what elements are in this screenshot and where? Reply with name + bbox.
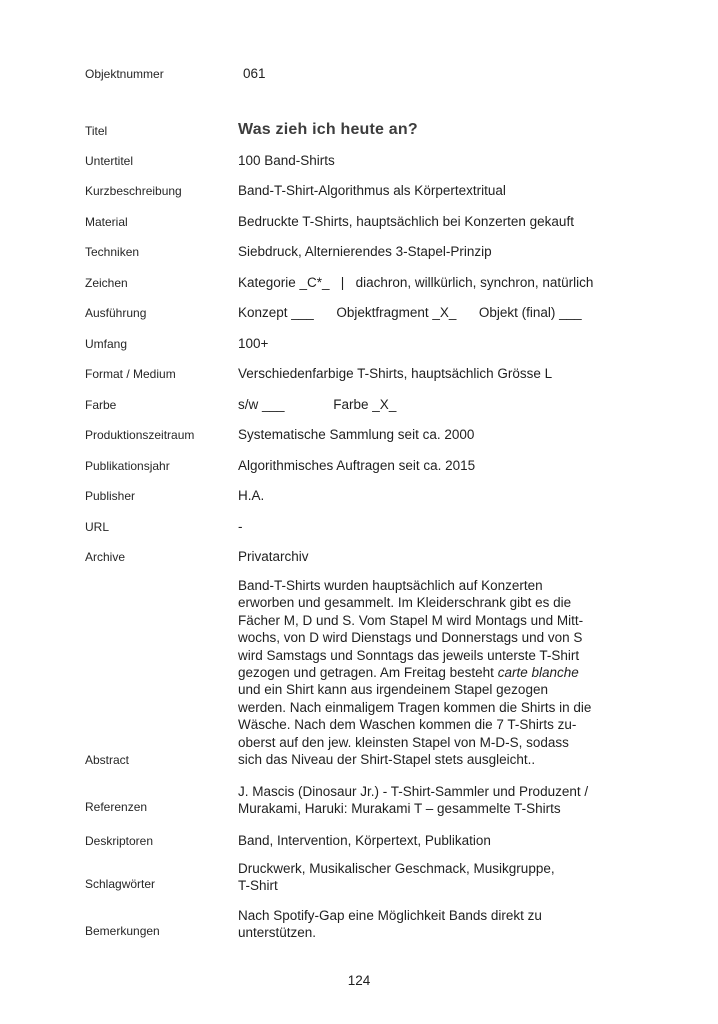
field-label-deskriptoren: Deskriptoren	[85, 834, 154, 848]
bemerkungen-line: Nach Spotify-Gap eine Möglichkeit Bands direkt zu	[238, 908, 542, 923]
schlagwoerter-line: T-Shirt	[238, 878, 278, 894]
field-value-url: -	[238, 519, 243, 534]
field-value-publisher: H.A.	[238, 488, 265, 503]
field-label-objektnummer: Objektnummer	[85, 67, 164, 81]
field-value-referenzen	[238, 783, 588, 818]
field-label-url: URL	[85, 520, 110, 534]
field-value-publikationsjahr: Algorithmisches Auftragen seit ca. 2015	[238, 458, 476, 473]
field-label-titel: Titel	[85, 124, 108, 138]
field-value-zeichen: Kategorie _C*_ | diachron, willkürlich, synchron, natürlich	[238, 275, 594, 290]
abstract-line: und ein Shirt kann aus irgendeinem Stapel gezogen	[238, 682, 548, 698]
abstract-line: sich das Niveau der Shirt-Stapel stets ausgleicht..	[238, 752, 536, 768]
abstract-line: wochs, von D wird Dienstags und Donnerstags und von S	[238, 630, 583, 646]
abstract-line: Wäsche. Nach dem Waschen kommen die 7 T-Shirts zu-	[238, 717, 577, 733]
field-value-archive: Privatarchiv	[238, 549, 309, 564]
abstract-line: Band-T-Shirts wurden hauptsächlich auf Konzerten	[238, 578, 543, 593]
abstract-line-text: gezogen und getragen. Am Freitag besteht	[238, 665, 498, 681]
field-label-untertitel: Untertitel	[85, 154, 134, 168]
abstract-line: oberst auf den jew. kleinsten Stapel von M-D-S, sodass	[238, 734, 569, 750]
abstract-line: werden. Nach einmaligem Tragen kommen die Shirts in die	[238, 699, 592, 715]
field-label-ausfuehrung: Ausführung	[85, 306, 147, 320]
abstract-line: wird Samstags und Sonntags das jeweils unterste T-Shirt	[238, 647, 580, 663]
abstract-line	[238, 664, 591, 681]
field-value-farbe: s/w ___ Farbe _X_	[238, 397, 397, 412]
field-value-kurzbeschreibung: Band-T-Shirt-Algorithmus als Körpertextritual	[238, 183, 506, 198]
referenzen-line: Murakami, Haruki: Murakami T – gesammelte T-Shirts	[238, 801, 561, 817]
field-label-abstract: Abstract	[85, 753, 130, 767]
field-label-archive: Archive	[85, 550, 126, 564]
field-value-techniken: Siebdruck, Alternierendes 3-Stapel-Prinzip	[238, 244, 492, 259]
field-value-abstract	[238, 577, 591, 768]
page-number: 124	[347, 973, 371, 988]
field-label-referenzen: Referenzen	[85, 800, 148, 814]
field-label-techniken: Techniken	[85, 245, 140, 259]
field-value-untertitel: 100 Band-Shirts	[238, 153, 335, 168]
abstract-line: Fächer M, D und S. Vom Stapel M wird Montags und Mitt-	[238, 612, 584, 628]
field-label-publikationsjahr: Publikationsjahr	[85, 459, 170, 473]
field-label-publisher: Publisher	[85, 489, 136, 503]
field-value-objektnummer: 061	[243, 66, 266, 81]
field-value-bemerkungen	[238, 907, 542, 942]
schlagwoerter-line: Druckwerk, Musikalischer Geschmack, Musikgruppe,	[238, 861, 555, 876]
abstract-line: erworben und gesammelt. Im Kleiderschrank gibt es die	[238, 595, 572, 611]
field-value-format-medium: Verschiedenfarbige T-Shirts, hauptsächlich Grösse L	[238, 366, 553, 381]
field-value-titel: Was zieh ich heute an?	[238, 121, 418, 138]
abstract-italic-phrase: carte blanche	[497, 665, 579, 681]
field-label-kurzbeschreibung: Kurzbeschreibung	[85, 184, 182, 198]
field-label-material: Material	[85, 215, 128, 229]
field-value-material: Bedruckte T-Shirts, hauptsächlich bei Konzerten gekauft	[238, 214, 574, 229]
field-value-schlagwoerter	[238, 860, 555, 895]
field-label-produktionszeitraum: Produktionszeitraum	[85, 428, 195, 442]
field-value-deskriptoren: Band, Intervention, Körpertext, Publikation	[238, 833, 491, 848]
field-label-schlagwoerter: Schlagwörter	[85, 877, 156, 891]
bemerkungen-line: unterstützen.	[238, 925, 317, 941]
field-value-ausfuehrung: Konzept ___ Objektfragment _X_ Objekt (final) ___	[238, 305, 582, 320]
referenzen-line: J. Mascis (Dinosaur Jr.) - T-Shirt-Sammler und Produzent /	[238, 784, 589, 799]
field-label-zeichen: Zeichen	[85, 276, 128, 290]
field-label-bemerkungen: Bemerkungen	[85, 924, 160, 938]
field-label-umfang: Umfang	[85, 337, 128, 351]
field-label-format-medium: Format / Medium	[85, 367, 176, 381]
field-value-umfang: 100+	[238, 336, 269, 351]
field-label-farbe: Farbe	[85, 398, 117, 412]
field-value-produktionszeitraum: Systematische Sammlung seit ca. 2000	[238, 427, 475, 442]
